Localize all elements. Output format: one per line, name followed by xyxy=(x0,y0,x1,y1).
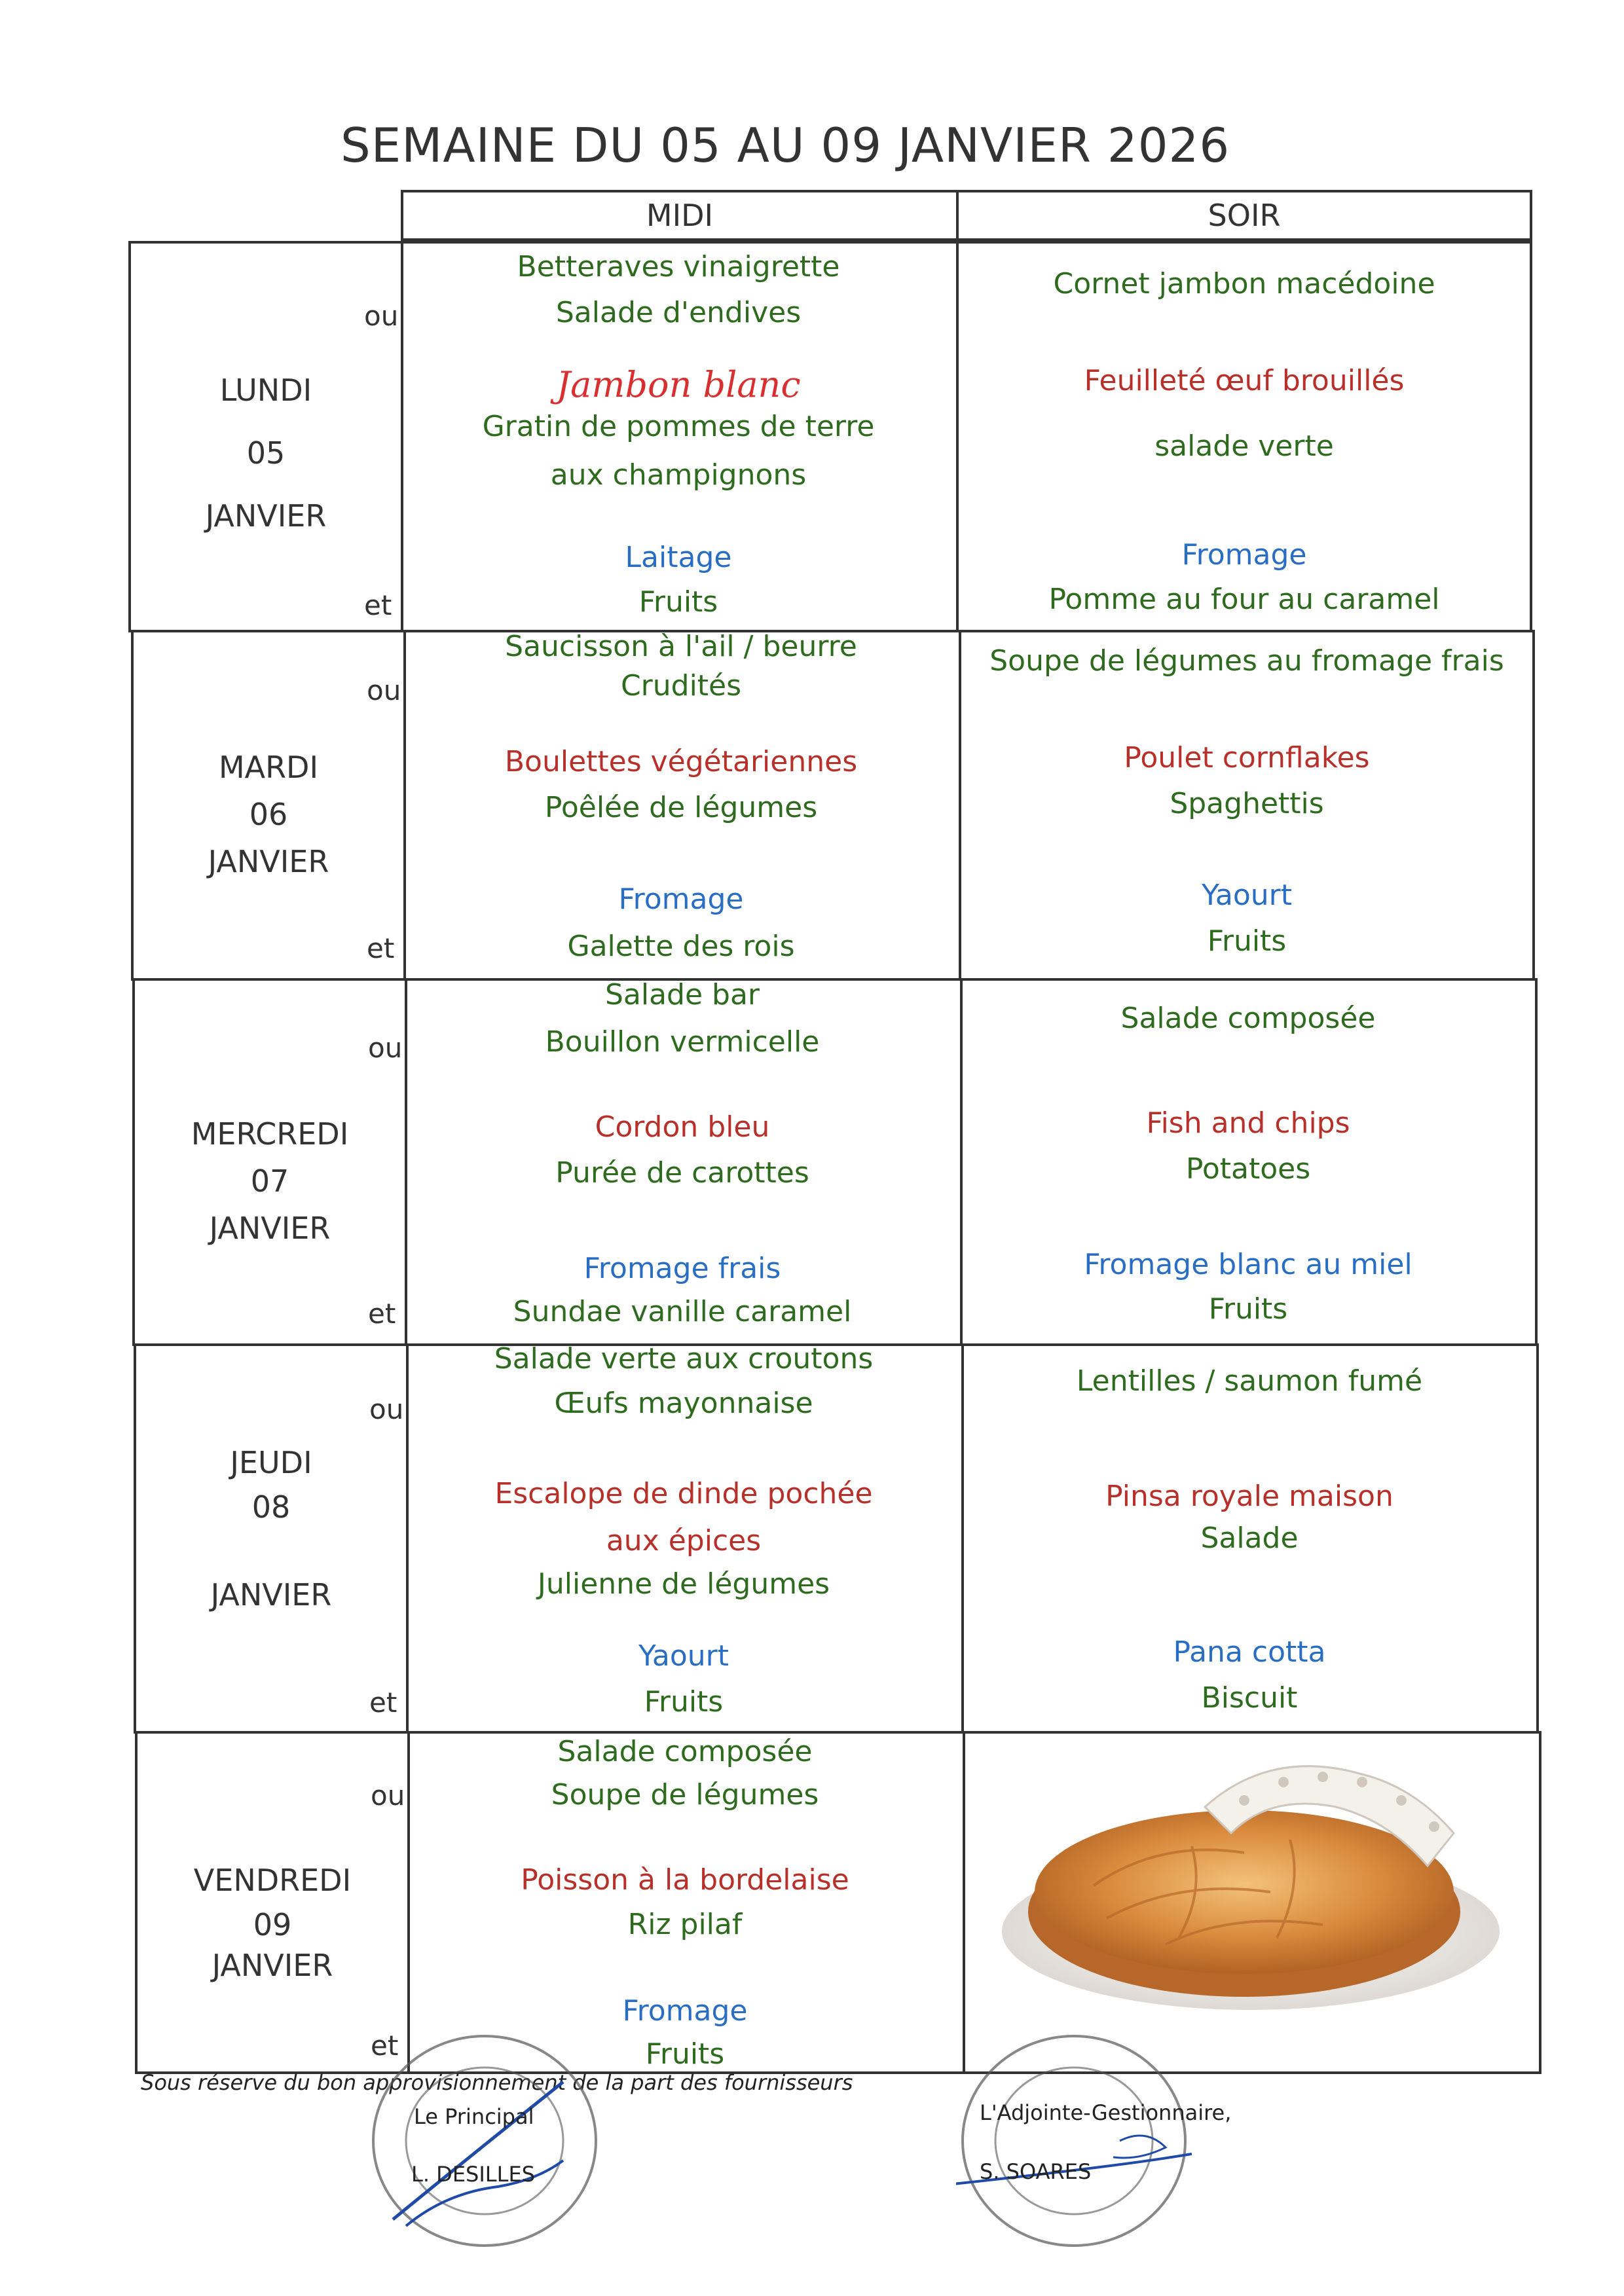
day-month: JANVIER xyxy=(209,1211,331,1246)
handwritten-menu-item: Jambon blanc xyxy=(556,364,801,405)
day-name: MARDI xyxy=(218,750,319,785)
menu-item: Salade verte aux croutons xyxy=(494,1342,874,1376)
menu-item: Escalope de dinde pochée xyxy=(494,1477,873,1510)
menu-item: Galette des rois xyxy=(567,930,795,963)
day-number: 05 xyxy=(246,435,286,471)
day-number: 09 xyxy=(253,1907,292,1942)
menu-item: Julienne de légumes xyxy=(537,1567,830,1601)
menu-item: Salade d'endives xyxy=(555,296,802,329)
menu-item: Soupe de légumes au fromage frais xyxy=(989,644,1504,678)
menu-item: Poêlée de légumes xyxy=(544,791,818,824)
adjointe-name: S. SOARES xyxy=(980,2159,1092,2184)
menu-item: Fruits xyxy=(1207,924,1287,958)
menu-item: Salade bar xyxy=(604,978,760,1011)
et-label: et xyxy=(369,1686,397,1719)
school-stamp-adjointe xyxy=(956,2030,1192,2252)
et-label: et xyxy=(364,589,392,621)
menu-item: Soupe de légumes xyxy=(551,1778,819,1812)
menu-item: Salade xyxy=(1200,1522,1299,1555)
menu-item: salade verte xyxy=(1154,429,1334,463)
adjointe-title: L'Adjointe-Gestionnaire, xyxy=(980,2100,1232,2125)
et-label: et xyxy=(371,2030,399,2062)
day-month: JANVIER xyxy=(210,1577,332,1613)
menu-item: Poulet cornflakes xyxy=(1124,741,1370,774)
day-number: 06 xyxy=(249,797,288,832)
menu-item: Salade composée xyxy=(1120,1002,1376,1035)
menu-item: Fish and chips xyxy=(1146,1106,1350,1140)
menu-item: Laitage xyxy=(625,541,732,574)
menu-item: Spaghettis xyxy=(1170,787,1324,820)
menu-item: Cordon bleu xyxy=(595,1110,770,1144)
menu-item: Fromage blanc au miel xyxy=(1084,1248,1412,1281)
menu-item: Fruits xyxy=(644,1685,724,1719)
menu-item: Fruits xyxy=(645,2037,725,2071)
day-name: JEUDI xyxy=(230,1445,312,1480)
school-stamp-principal xyxy=(367,2030,602,2252)
et-label: et xyxy=(367,932,395,964)
menu-item: Yaourt xyxy=(1202,879,1292,912)
day-name: MERCREDI xyxy=(191,1116,349,1152)
menu-item: Sundae vanille caramel xyxy=(513,1295,852,1328)
day-number: 08 xyxy=(251,1489,291,1525)
menu-item: Bouillon vermicelle xyxy=(545,1025,820,1059)
menu-item: Fromage xyxy=(622,1994,748,2028)
day-month: JANVIER xyxy=(205,498,327,534)
menu-item: Fromage xyxy=(618,883,744,916)
galette-top xyxy=(1035,1810,1454,1974)
menu-item: Fruits xyxy=(1208,1292,1288,1326)
menu-item: Poisson à la bordelaise xyxy=(521,1863,849,1897)
principal-title: Le Principal xyxy=(414,2104,534,2129)
day-name: VENDREDI xyxy=(193,1863,352,1898)
day-number: 07 xyxy=(250,1163,289,1199)
menu-item: Betteraves vinaigrette xyxy=(517,250,840,283)
menu-item: Gratin de pommes de terre xyxy=(482,410,875,443)
column-header-soir: SOIR xyxy=(956,190,1532,241)
day-month: JANVIER xyxy=(208,844,329,879)
day-month: JANVIER xyxy=(212,1948,333,1983)
principal-name: L. DESILLES xyxy=(411,2162,535,2187)
ou-label: ou xyxy=(368,1032,403,1064)
et-label: et xyxy=(368,1298,396,1330)
menu-item: Cornet jambon macédoine xyxy=(1053,267,1435,301)
menu-item: Pana cotta xyxy=(1173,1635,1326,1669)
menu-item: Œufs mayonnaise xyxy=(554,1387,813,1420)
menu-item: Crudités xyxy=(620,669,742,702)
menu-item: Potatoes xyxy=(1185,1152,1311,1186)
menu-item: Salade composée xyxy=(557,1735,813,1768)
menu-item: aux champignons xyxy=(550,458,807,492)
menu-item: Yaourt xyxy=(638,1639,729,1673)
menu-item: Lentilles / saumon fumé xyxy=(1076,1364,1423,1398)
ou-label: ou xyxy=(364,300,399,332)
page-title: SEMAINE DU 05 AU 09 JANVIER 2026 xyxy=(341,118,1230,173)
menu-item: Fruits xyxy=(638,585,718,619)
menu-item: Biscuit xyxy=(1201,1681,1298,1715)
ou-label: ou xyxy=(371,1779,405,1812)
menu-item: Pinsa royale maison xyxy=(1105,1480,1393,1513)
ou-label: ou xyxy=(367,674,401,706)
ou-label: ou xyxy=(369,1393,404,1425)
column-header-midi: MIDI xyxy=(401,190,959,241)
menu-item: Saucisson à l'ail / beurre xyxy=(505,630,857,663)
menu-item: Fromage frais xyxy=(583,1252,781,1285)
galette-des-rois-image xyxy=(995,1735,1519,2023)
menu-item: Riz pilaf xyxy=(627,1908,743,1941)
menu-item: Feuilleté œuf brouillés xyxy=(1084,364,1405,397)
menu-item: Boulettes végétariennes xyxy=(504,745,858,778)
menu-item: Fromage xyxy=(1181,538,1307,572)
menu-item: Purée de carottes xyxy=(555,1156,809,1190)
menu-item: Pomme au four au caramel xyxy=(1048,583,1440,616)
menu-item: aux épices xyxy=(606,1524,762,1558)
day-name: LUNDI xyxy=(219,373,312,408)
footnote: Sous réserve du bon approvisionnement de la part des fournisseurs xyxy=(141,2070,853,2095)
